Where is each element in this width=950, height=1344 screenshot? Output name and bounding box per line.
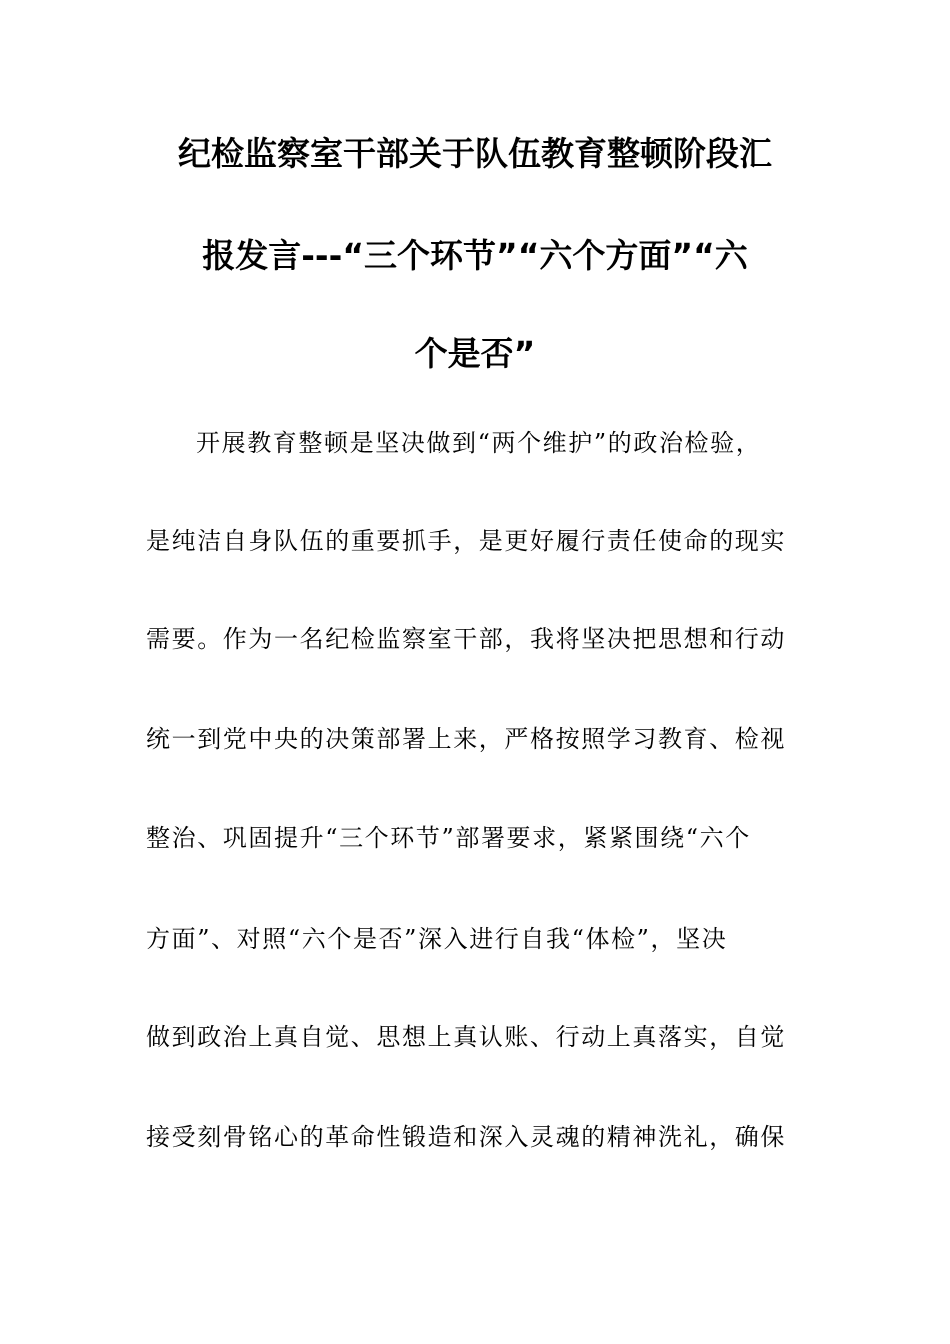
body-text-line-5: 整治、巩固提升“三个环节”部署要求，紧紧围绕“六个 [146,824,751,852]
document-title-line-3: 个是否” [414,334,536,373]
document-title-line-2: 报发言---“三个环节”“六个方面”“六 [202,236,748,275]
body-text-line-2: 是纯洁自身队伍的重要抓手，是更好履行责任使命的现实 [146,527,786,555]
body-text-line-8: 接受刻骨铭心的革命性锻造和深入灵魂的精神洗礼，确保 [146,1123,786,1151]
body-text-line-1: 开展教育整顿是坚决做到“两个维护”的政治检验， [196,429,762,457]
body-text-line-3: 需要。作为一名纪检监察室干部，我将坚决把思想和行动 [146,625,786,653]
document-title-line-1: 纪检监察室干部关于队伍教育整顿阶段汇 [178,134,772,173]
body-text-line-6: 方面”、对照“六个是否”深入进行自我“体检”，坚决 [146,925,728,953]
body-text-line-7: 做到政治上真自觉、思想上真认账、行动上真落实，自觉 [146,1023,786,1051]
body-text-line-4: 统一到党中央的决策部署上来，严格按照学习教育、检视 [146,725,786,753]
